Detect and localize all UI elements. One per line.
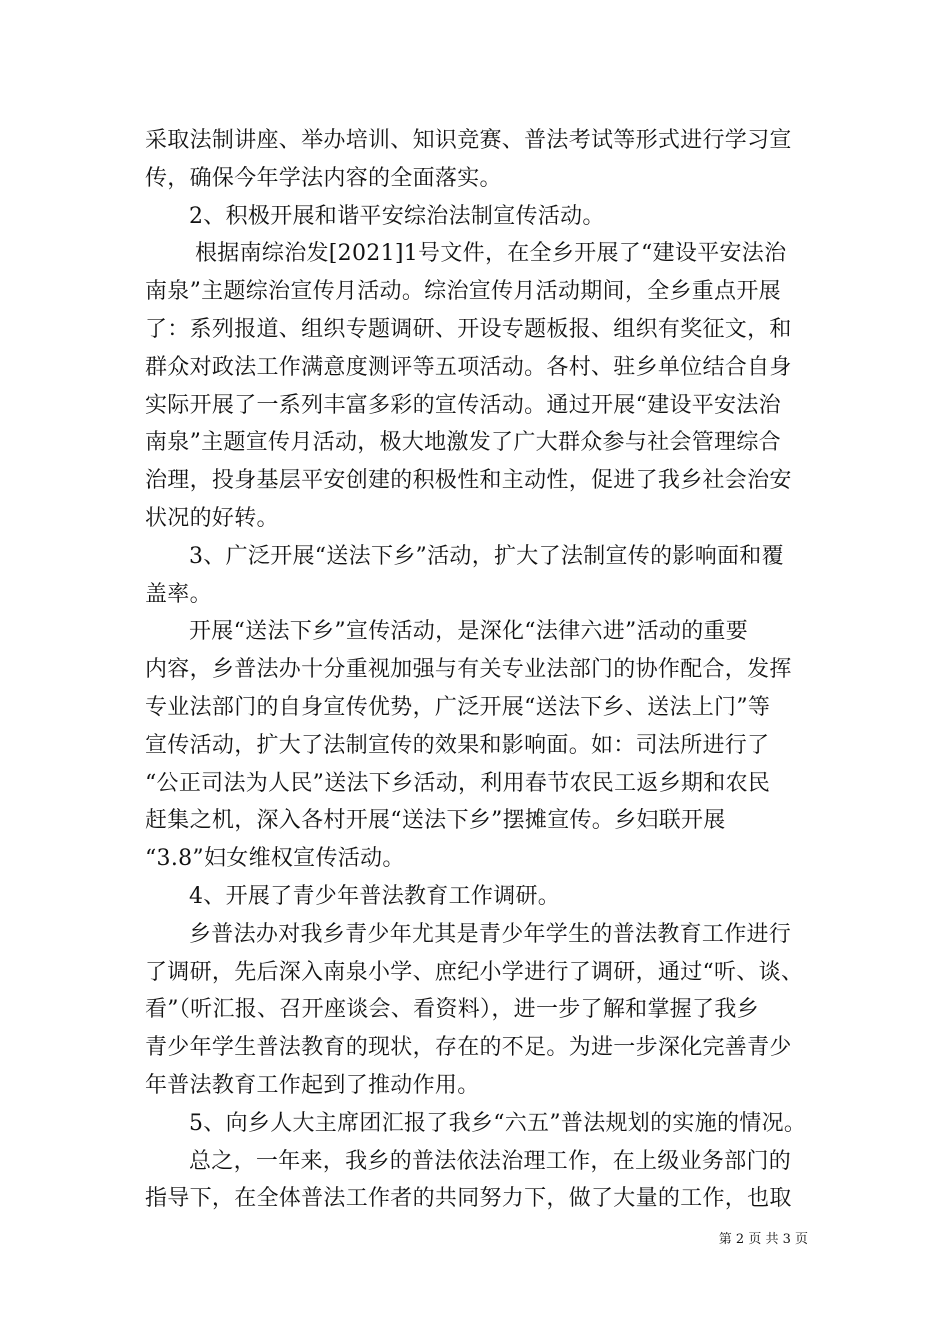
text-line: 了调研，先后深入南泉小学、庶纪小学进行了调研，通过“听、谈、	[145, 959, 804, 985]
text-line: 南泉”主题宣传月活动，极大地激发了广大群众参与社会管理综合	[145, 430, 781, 456]
text-line: 总之，一年来，我乡的普法依法治理工作，在上级业务部门的	[189, 1148, 792, 1174]
text-line: 赶集之机，深入各村开展“送法下乡”摆摊宣传。乡妇联开展	[145, 808, 726, 834]
page-number: 第 2 页 共 3 页	[718, 1232, 808, 1247]
text-line: 南泉”主题综治宣传月活动。综治宣传月活动期间，全乡重点开展	[145, 279, 781, 305]
text-line: 看”（听汇报、召开座谈会、看资料），进一步了解和掌握了我乡	[145, 997, 759, 1023]
text-line: 年普法教育工作起到了推动作用。	[145, 1072, 480, 1098]
section-heading: 4、开展了青少年普法教育工作调研。	[189, 883, 561, 909]
section-heading: 3、广泛开展“送法下乡”活动，扩大了法制宣传的影响面和覆	[189, 543, 784, 569]
text-line: 治理，投身基层平安创建的积极性和主动性，促进了我乡社会治安	[145, 468, 792, 494]
section-heading: 2、积极开展和谐平安综治法制宣传活动。	[189, 203, 605, 229]
text-line: “公正司法为人民”送法下乡活动，利用春节农民工返乡期和农民	[145, 770, 771, 796]
section-heading: 5、向乡人大主席团汇报了我乡“六五”普法规划的实施的情况。	[189, 1110, 807, 1136]
text-line: 乡普法办对我乡青少年尤其是青少年学生的普法教育工作进行	[189, 921, 792, 947]
text-line: 实际开展了一系列丰富多彩的宣传活动。通过开展“建设平安法治	[145, 392, 781, 418]
document-body	[145, 122, 815, 1218]
text-line: 专业法部门的自身宣传优势，广泛开展“送法下乡、送法上门”等	[145, 694, 771, 720]
text-line: 传，确保今年学法内容的全面落实。	[145, 165, 502, 191]
text-line: “3.8”妇女维权宣传活动。	[145, 846, 405, 872]
text-line: 状况的好转。	[145, 505, 279, 531]
text-line: 开展“送法下乡”宣传活动，是深化“法律六进”活动的重要	[189, 619, 749, 645]
text-line: 根据南综治发[2021]1号文件，在全乡开展了“建设平安法治	[195, 241, 787, 267]
text-line: 指导下，在全体普法工作者的共同努力下，做了大量的工作，也取	[145, 1186, 792, 1212]
text-line: 群众对政法工作满意度测评等五项活动。各村、驻乡单位结合自身	[145, 354, 792, 380]
text-line: 内容，乡普法办十分重视加强与有关专业法部门的协作配合，发挥	[145, 657, 792, 683]
text-line: 采取法制讲座、举办培训、知识竞赛、普法考试等形式进行学习宣	[145, 128, 792, 153]
text-line: 青少年学生普法教育的现状，存在的不足。为进一步深化完善青少	[145, 1035, 792, 1061]
text-line: 盖率。	[145, 581, 212, 607]
text-line: 了：系列报道、组织专题调研、开设专题板报、组织有奖征文，和	[145, 316, 792, 342]
text-line: 宣传活动，扩大了法制宣传的效果和影响面。如：司法所进行了	[145, 732, 770, 758]
